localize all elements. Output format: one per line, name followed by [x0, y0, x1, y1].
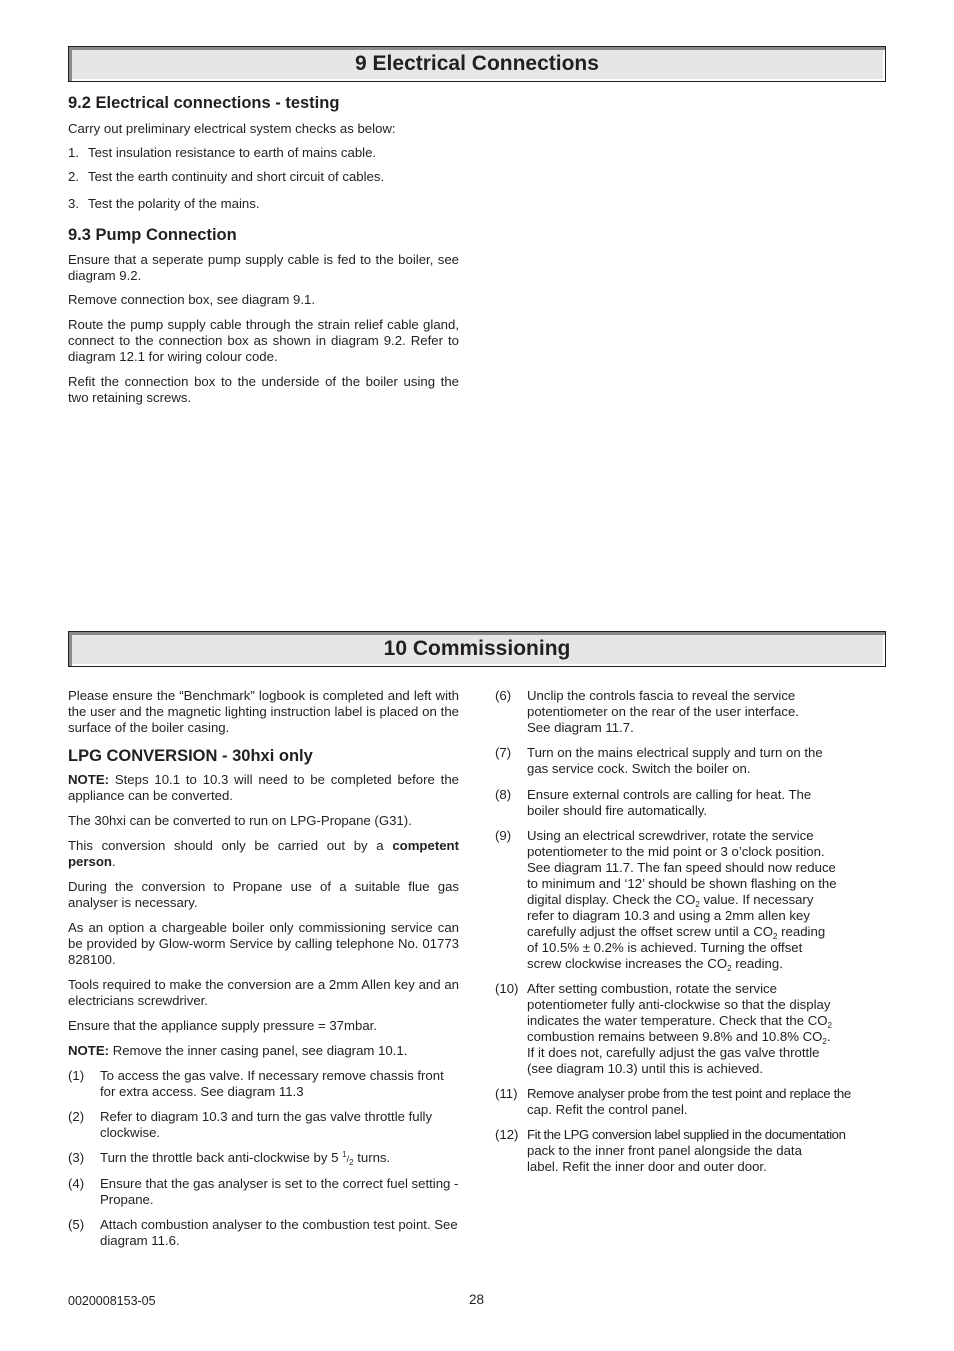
benchmark-paragraph: Please ensure the “Benchmark” logbook is completed and left with the user and the magnetic lighting instruction label is placed on the surface of the boiler casing.: [68, 688, 459, 735]
step-number: (9): [495, 828, 512, 843]
subscript: 2: [822, 1037, 827, 1046]
step-number: (6): [495, 688, 512, 703]
note-text: Steps 10.1 to 10.3 will need to be completed before the appliance can be converted.: [68, 772, 459, 803]
step-line: potentiometer to the mid point or 3 o’clock position.: [527, 844, 825, 859]
step-line: (see diagram 10.3) until this is achieved.: [527, 1061, 764, 1076]
step-item: [495, 787, 889, 819]
step-line: [527, 1013, 889, 1029]
heading-9-3: 9.3 Pump Connection: [68, 226, 237, 244]
step-line: [527, 1029, 889, 1045]
list-item: [68, 169, 459, 185]
lpg-conversion-heading: LPG CONVERSION - 30hxi only: [68, 747, 313, 765]
text-span: combustion remains between 9.8% and 10.8% CO: [527, 1029, 823, 1044]
section-9-content: [68, 93, 459, 406]
step-item: [495, 1086, 889, 1118]
note-text: Remove the inner casing panel, see diagram 10.1.: [109, 1043, 408, 1058]
pump-paragraph: Ensure that a seperate pump supply cable is fed to the boiler, see diagram 9.2.: [68, 252, 459, 283]
testing-intro: Carry out preliminary electrical system checks as below:: [68, 121, 396, 136]
step-item: [68, 1109, 459, 1141]
text-span: This conversion should only be carried out by a: [68, 838, 393, 853]
section-10-title: 10 Commissioning: [383, 637, 571, 660]
subscript: 2: [827, 1021, 832, 1030]
fraction-numerator: 1: [342, 1150, 347, 1159]
step-number: (10): [495, 981, 519, 996]
step-line: Turn on the mains electrical supply and turn on the: [527, 745, 823, 760]
step-text: Attach combustion analyser to the combustion test point. See diagram 11.6.: [100, 1217, 458, 1248]
body-paragraph: The 30hxi can be converted to run on LPG-Propane (G31).: [68, 813, 412, 828]
step-line: potentiometer on the rear of the user interface.: [527, 704, 799, 719]
step-line: pack to the inner front panel alongside the data: [527, 1143, 802, 1158]
step-line: refer to diagram 10.3 and using a 2mm allen key: [527, 908, 810, 923]
section-9-banner: [68, 46, 886, 82]
text-span: Turn the throttle back anti-clockwise by 5: [100, 1150, 343, 1165]
step-item: [495, 688, 889, 736]
document-number: 0020008153-05: [68, 1294, 156, 1308]
note-paragraph: [68, 772, 459, 804]
step-line: [527, 956, 889, 972]
heading-9-2: 9.2 Electrical connections - testing: [68, 94, 340, 112]
step-item: [495, 981, 889, 1077]
step-line: potentiometer fully anti-clockwise so that the display: [527, 997, 831, 1012]
step-line: Ensure external controls are calling for heat. The: [527, 787, 812, 802]
step-line: After setting combustion, rotate the service: [527, 981, 777, 996]
list-item: [68, 145, 459, 161]
pump-paragraph: Route the pump supply cable through the strain relief cable gland, connect to the connection box as shown in diagram 9.2. Refer to diagram 12.1 for wiring colour code.: [68, 317, 459, 364]
fraction-denominator: 2: [349, 1158, 354, 1167]
list-item-number: 1.: [68, 145, 79, 160]
text-span: reading: [777, 924, 826, 939]
list-item-text: Test insulation resistance to earth of mains cable.: [88, 145, 377, 160]
page-number: 28: [469, 1292, 485, 1307]
list-item-text: Test the earth continuity and short circuit of cables.: [88, 169, 385, 184]
text-span: screw clockwise increases the CO: [527, 956, 728, 971]
subscript: 2: [695, 900, 700, 909]
step-line: gas service cock. Switch the boiler on.: [527, 761, 751, 776]
section-10-right-column: [495, 688, 889, 1175]
step-number: (3): [68, 1150, 85, 1165]
step-number: (4): [68, 1176, 85, 1191]
step-line: Fit the LPG conversion label supplied in the documentation: [527, 1127, 846, 1142]
note-label: NOTE:: [68, 1043, 110, 1058]
step-item: [68, 1176, 459, 1208]
step-text: To access the gas valve. If necessary remove chassis front for extra access. See diagram 11.3: [100, 1068, 444, 1099]
step-line: Remove analyser probe from the test point and replace the: [527, 1086, 851, 1101]
step-line: See diagram 11.7.: [527, 720, 634, 735]
step-line: [527, 924, 889, 940]
section-9-title: 9 Electrical Connections: [355, 52, 599, 75]
body-paragraph: Ensure that the appliance supply pressure = 37mbar.: [68, 1018, 377, 1033]
step-number: (7): [495, 745, 512, 760]
step-item: [68, 1150, 459, 1167]
step-line: to minimum and ‘12’ should be shown flashing on the: [527, 876, 837, 891]
list-item: [68, 196, 459, 212]
subscript: 2: [727, 964, 732, 973]
step-number: (1): [68, 1068, 85, 1083]
step-item: [495, 1127, 889, 1175]
text-span: .: [111, 854, 116, 869]
step-item: [68, 1068, 459, 1100]
step-number: (12): [495, 1127, 519, 1142]
text-span: value. If necessary: [699, 892, 814, 907]
competent-paragraph: [68, 838, 459, 870]
fraction-slash: /: [346, 1154, 350, 1164]
text-span: digital display. Check the CO: [527, 892, 696, 907]
step-item: [495, 828, 889, 972]
list-item-text: Test the polarity of the mains.: [88, 196, 260, 211]
step-text: [100, 1150, 390, 1165]
pump-paragraph: Remove connection box, see diagram 9.1.: [68, 292, 316, 307]
note-paragraph: [68, 1043, 459, 1059]
text-span: .: [826, 1029, 831, 1044]
list-item-number: 3.: [68, 196, 79, 211]
text-span: reading.: [731, 956, 783, 971]
step-line: cap. Refit the control panel.: [527, 1102, 688, 1117]
step-line: of 10.5% ± 0.2% is achieved. Turning the offset: [527, 940, 803, 955]
step-text: Refer to diagram 10.3 and turn the gas valve throttle fully clockwise.: [100, 1109, 433, 1140]
step-number: (5): [68, 1217, 85, 1232]
pump-paragraph: Refit the connection box to the underside of the boiler using the two retaining screws.: [68, 374, 459, 405]
text-span: indicates the water temperature. Check that the CO: [527, 1013, 828, 1028]
step-line: Unclip the controls fascia to reveal the service: [527, 688, 796, 703]
step-line: If it does not, carefully adjust the gas valve throttle: [527, 1045, 820, 1060]
step-text: Ensure that the gas analyser is set to the correct fuel setting - Propane.: [100, 1176, 459, 1207]
subscript: 2: [773, 932, 778, 941]
step-line: [527, 892, 889, 908]
body-paragraph: During the conversion to Propane use of a suitable flue gas analyser is necessary.: [68, 879, 459, 910]
list-item-number: 2.: [68, 169, 79, 184]
step-line: See diagram 11.7. The fan speed should now reduce: [527, 860, 836, 875]
text-span: carefully adjust the offset screw until a CO: [527, 924, 774, 939]
note-label: NOTE:: [68, 772, 110, 787]
section-10-banner: [68, 631, 886, 667]
text-span: turns.: [353, 1150, 391, 1165]
step-number: (11): [495, 1086, 518, 1101]
section-10-left-column: [68, 688, 459, 1249]
step-number: (8): [495, 787, 512, 802]
emphasis-text: competent person: [68, 838, 459, 869]
body-paragraph: Tools required to make the conversion are a 2mm Allen key and an electricians screwdriver.: [68, 977, 459, 1008]
step-line: boiler should fire automatically.: [527, 803, 708, 818]
step-item: [68, 1217, 459, 1249]
step-line: label. Refit the inner door and outer door.: [527, 1159, 767, 1174]
step-line: Using an electrical screwdriver, rotate the service: [527, 828, 814, 843]
body-paragraph: As an option a chargeable boiler only commissioning service can be provided by Glow-worm Service by calling telephone No. 01773 828100.: [68, 920, 459, 967]
step-number: (2): [68, 1109, 85, 1124]
step-item: [495, 745, 889, 777]
